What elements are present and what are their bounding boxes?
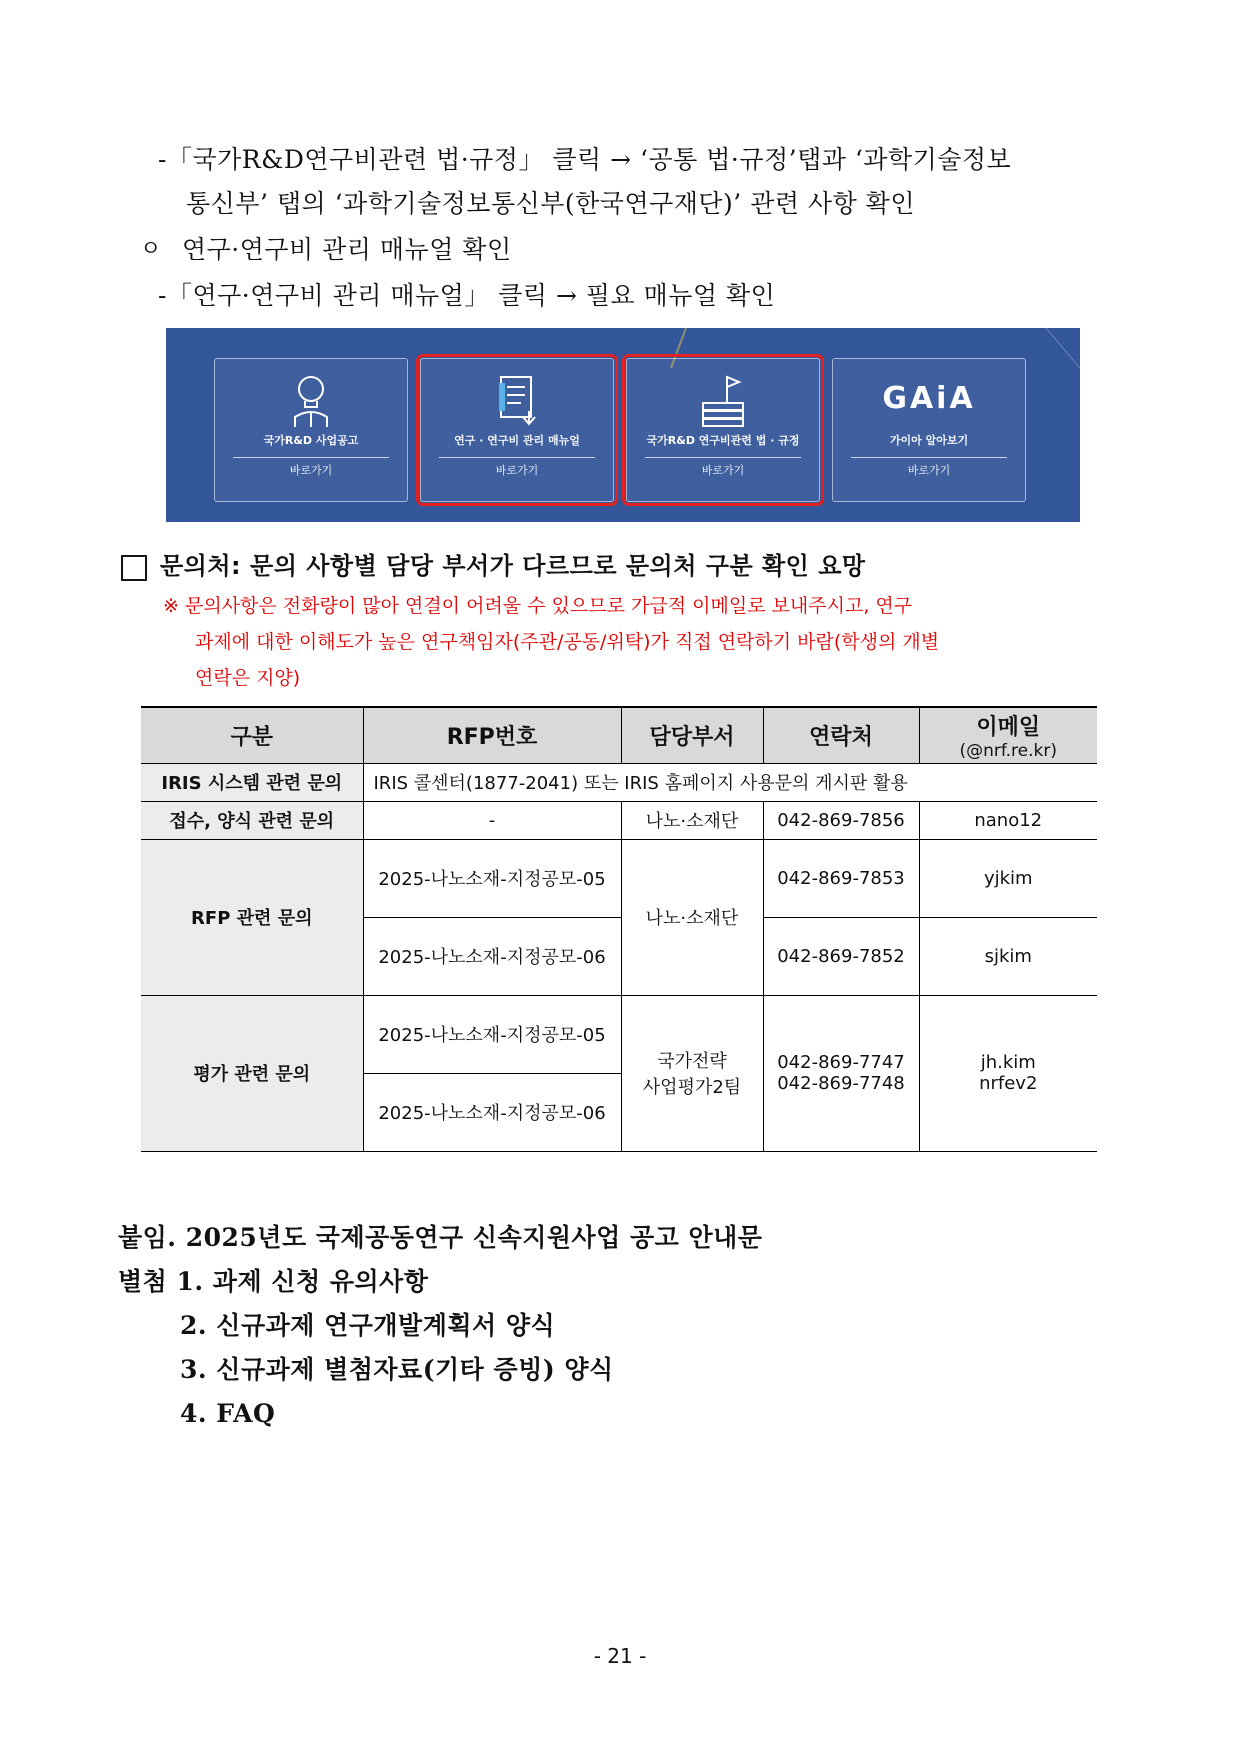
rfp-number-1: 2025-나노소재-지정공모-05 [363,839,621,917]
rfp-number-2: 2025-나노소재-지정공모-06 [363,917,621,995]
lightbulb-person-icon [215,371,407,429]
contact-heading: 문의처: 문의 사항별 담당 부서가 다르므로 문의처 구분 확인 요망 [160,552,866,580]
intake-phone: 042-869-7856 [763,801,919,839]
table-row [141,839,1097,917]
eval-email-1: jh.kim [980,1052,1036,1073]
contact-note-line-3: 연락은 지양) [195,667,301,689]
eval-rfp-number-2: 2025-나노소재-지정공모-06 [363,1073,621,1151]
books-flag-icon [627,371,819,429]
header-phone: 연락처 [763,707,919,763]
table-row [141,995,1097,1073]
iris-info: IRIS 콜센터(1877-2041) 또는 IRIS 홈페이지 사용문의 게시판 활용 [363,763,1097,801]
rfp-dept: 나노·소재단 [621,839,763,995]
tile-rnd-law[interactable] [626,358,820,502]
table-row [141,763,1097,801]
contact-table [141,706,1097,1152]
intake-rfp: - [363,801,621,839]
instruction-line-2: 통신부’ 탭의 ‘과학기술정보통신부(한국연구재단)’ 관련 사항 확인 [186,189,915,218]
checkbox-square-icon [121,555,147,581]
attachment-appendix-2: 2. 신규과제 연구개발계획서 양식 [180,1311,556,1340]
page-number: - 21 - [593,1644,647,1668]
tile-research-manual[interactable] [420,358,614,502]
row-label-rfp: RFP 관련 문의 [141,839,363,995]
attachment-appendix-3: 3. 신규과제 별첨자료(기타 증빙) 양식 [180,1355,614,1384]
manual-download-icon [421,371,613,429]
eval-rfp-number-1: 2025-나노소재-지정공모-05 [363,995,621,1073]
eval-phone-2: 042-869-7748 [777,1073,905,1094]
tile-go-link[interactable]: 바로가기 [289,464,333,477]
rfp-email-1: yjkim [919,839,1097,917]
row-label-intake: 접수, 양식 관련 문의 [141,801,363,839]
header-category: 구분 [141,707,363,763]
bullet-marker: ㅇ [140,237,162,262]
row-label-eval: 평가 관련 문의 [141,995,363,1151]
eval-phone-1: 042-869-7747 [777,1052,905,1073]
header-email-label: 이메일 [976,714,1041,740]
header-email [919,707,1097,763]
attachment-main: 붙임. 2025년도 국제공동연구 신속지원사업 공고 안내문 [118,1223,763,1252]
tile-go-link[interactable]: 바로가기 [495,464,539,477]
tile-label: 가이아 알아보기 [889,434,969,447]
nrf-quick-link-banner [166,328,1080,522]
eval-email-2: nrfev2 [979,1073,1038,1094]
tile-rnd-notice[interactable] [214,358,408,502]
instruction-line-3: 연구·연구비 관리 매뉴얼 확인 [182,235,512,264]
tile-label: 연구 · 연구비 관리 매뉴얼 [454,434,580,447]
eval-dept-line-1: 국가전략 [657,1051,727,1072]
tile-go-link[interactable]: 바로가기 [907,464,951,477]
row-label-iris: IRIS 시스템 관련 문의 [141,763,363,801]
tile-label: 국가R&D 연구비관련 법 · 규정 [646,434,800,447]
eval-dept [621,995,763,1151]
eval-email [919,995,1097,1151]
intake-email: nano12 [919,801,1097,839]
tile-go-link[interactable]: 바로가기 [701,464,745,477]
attachment-appendix-4: 4. FAQ [180,1399,276,1428]
instruction-line-1: -「국가R&D연구비관련 법·규정」 클릭 → ‘공통 법·규정’탭과 ‘과학기술정보 [158,145,1012,174]
tile-label: 국가R&D 사업공고 [263,434,359,447]
table-row [141,801,1097,839]
rfp-phone-1: 042-869-7853 [763,839,919,917]
attachment-appendix-1: 별첨 1. 과제 신청 유의사항 [118,1267,429,1296]
tile-gaia[interactable] [832,358,1026,502]
eval-dept-line-2: 사업평가2팀 [642,1077,742,1098]
rfp-phone-2: 042-869-7852 [763,917,919,995]
tile-divider [851,457,1007,458]
header-email-domain: (@nrf.re.kr) [959,740,1057,761]
contact-note-line-1: ※ 문의사항은 전화량이 많아 연결이 어려울 수 있으므로 가급적 이메일로 보내주시고, 연구 [163,595,913,617]
tile-divider [233,457,389,458]
tile-divider [645,457,801,458]
gaia-logo: GAiA [882,381,976,416]
intake-dept: 나노·소재단 [621,801,763,839]
instruction-line-4: -「연구·연구비 관리 매뉴얼」 클릭 → 필요 매뉴얼 확인 [158,281,776,310]
eval-phone [763,995,919,1151]
header-rfp: RFP번호 [363,707,621,763]
contact-note-line-2: 과제에 대한 이해도가 높은 연구책임자(주관/공동/위탁)가 직접 연락하기 바람(학생의 개별 [195,631,940,653]
header-dept: 담당부서 [621,707,763,763]
rfp-email-2: sjkim [919,917,1097,995]
tile-divider [439,457,595,458]
